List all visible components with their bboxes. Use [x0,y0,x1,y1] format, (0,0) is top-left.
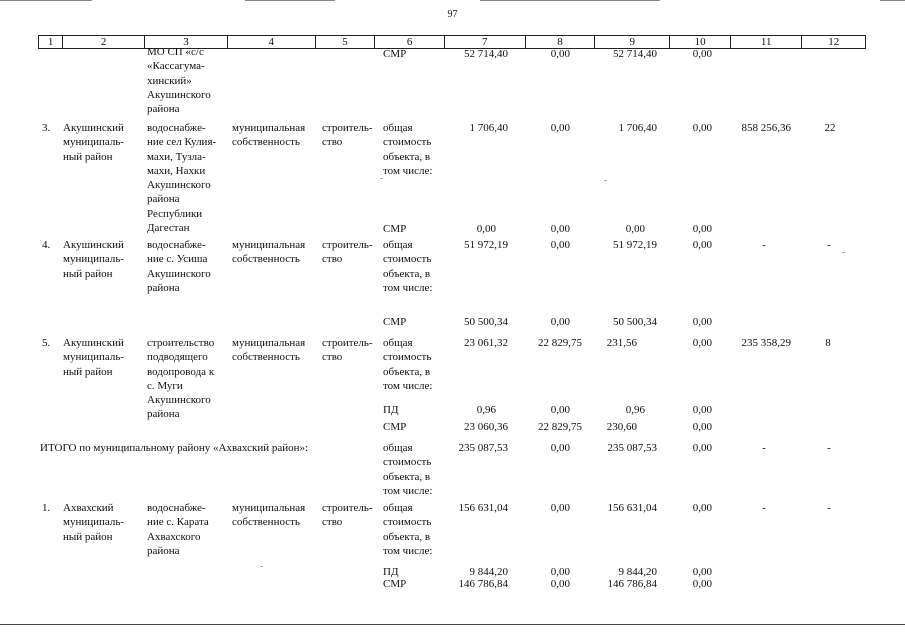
cell-value: 0,00 [550,404,570,416]
cell-value: 0,96 [625,404,645,416]
row-number: 5. [42,337,51,349]
ownership: муниципальная собственность [232,502,306,529]
cell-value: 0,00 [692,337,712,349]
cell-value: 0,00 [692,502,712,514]
cell-value: 0,00 [550,316,570,328]
cell-value: - [762,502,766,514]
project-name: МО СП «с/с «Кассагума- хинский» Акушинского района [147,46,211,116]
cost-label: ПД [383,404,399,416]
cost-label: СМР [383,316,407,328]
cell-value: 0,00 [476,223,496,235]
project-name: водоснабже- ние с. Усиша Акушинского района [147,239,211,294]
cell-value: 9 844,20 146 786,84 [458,566,508,590]
row-number: 3. [42,122,51,134]
cell-value: 1 706,40 [469,122,508,134]
cell-value: 0,00 [550,122,570,134]
cost-label: общая стоимость объекта, в том числе: [383,122,433,177]
cell-value: 0,00 [625,223,645,235]
cost-label: общая стоимость объекта, в том числе: [383,337,433,392]
cell-value: 0,00 [550,239,570,251]
cell-value: 9 844,20 146 786,84 [607,566,657,590]
project-name: строительство подводящего водопровода к с. Муги Акушинского района [147,337,215,421]
cell-value: 0,00 0,00 [692,566,712,590]
cell-value: 156 631,04 [607,502,657,514]
cost-label: общая стоимость объекта, в том числе: [383,502,433,557]
cell-value: 0,00 [550,223,570,235]
scan-speck [380,178,383,179]
cell-value: - [762,239,766,251]
cell-value: 0,00 0,00 [550,566,570,590]
column-header: 12 [828,36,840,48]
district-name: Акушинский муниципаль- ный район [63,337,125,378]
row-number: 1. [42,502,51,514]
cell-value: 235 087,53 [458,442,508,454]
district-name: Акушинский муниципаль- ный район [63,122,125,163]
work-type: строитель- ство [322,122,373,149]
cell-value: 0,00 [692,404,712,416]
ownership: муниципальная собственность [232,337,306,364]
cost-label: СМР [383,223,407,235]
cell-value: 50 500,34 [464,316,508,328]
cell-value: 0,00 [692,421,712,433]
column-header: 10 [670,36,731,48]
column-header: 1 [39,36,63,48]
row-number: 4. [42,239,51,251]
cell-value: 52 714,40 [464,48,508,60]
cell-value: 23 061,32 [464,337,508,349]
column-header: 8 [526,36,595,48]
column-header: 2 [63,36,145,48]
cell-value: 0,00 [692,239,712,251]
cell-value: 0,00 [692,442,712,454]
ownership: муниципальная собственность [232,122,306,149]
cell-value: 8 [825,337,831,349]
cell-value: 0,00 [550,442,570,454]
cell-value: 235 087,53 [607,442,657,454]
cell-value: 231,56 [606,337,637,349]
column-header: 11 [731,36,802,48]
cell-value: 51 972,19 [613,239,657,251]
cell-value: 22 829,75 [538,337,582,349]
cell-value: 52 714,40 [613,48,657,60]
cell-value: 0,00 [692,316,712,328]
cell-value: 0,00 [550,48,570,60]
cell-value: 22 829,75 [538,421,582,433]
cell-value: - [827,442,831,454]
work-type: строитель- ство [322,502,373,529]
project-name: водоснабже- ние сел Кулия- махи, Тузла- махи, Нахки Акушинского района Республики Дагестан [147,122,217,235]
scan-speck [842,252,845,253]
district-name: Акушинский муниципаль- ный район [63,239,125,280]
column-header: 3 [145,36,228,48]
cell-value: 0,96 [476,404,496,416]
cell-value: 858 256,36 [741,122,791,134]
scan-speck [604,180,607,181]
cell-value: 0,00 [692,122,712,134]
cell-value: 22 [824,122,836,134]
cell-value: 235 358,29 [741,337,791,349]
page-number: 97 [447,9,458,20]
column-header: 4 [228,36,316,48]
cell-value: - [827,502,831,514]
cost-label: общая стоимость объекта, в том числе: [383,239,433,294]
cost-label: ПД СМР [383,566,407,590]
scan-speck [260,566,263,567]
cell-value: 0,00 [692,223,712,235]
total-label: ИТОГО по муниципальному району «Ахвахский район»: [40,442,309,454]
cell-value: - [762,442,766,454]
column-header: 5 [316,36,376,48]
column-header: 7 [445,36,526,48]
cell-value: 23 060,36 [464,421,508,433]
cell-value: 51 972,19 [464,239,508,251]
district-name: Ахвахский муниципаль- ный район [63,502,125,543]
cell-value: 0,00 [550,502,570,514]
cost-label: СМР [383,421,407,433]
project-name: водоснабже- ние с. Карата Ахвахского района [147,502,209,557]
cell-value: - [827,239,831,251]
work-type: строитель- ство [322,239,373,266]
cell-value: 1 706,40 [618,122,657,134]
ownership: муниципальная собственность [232,239,306,266]
page-bottom-rule [0,624,905,625]
cell-value: 0,00 [692,48,712,60]
column-header: 9 [595,36,670,48]
column-header: 6 [375,36,444,48]
work-type: строитель- ство [322,337,373,364]
cell-value: 230,60 [606,421,637,433]
cost-label: СМР [383,48,407,60]
cell-value: 50 500,34 [613,316,657,328]
cost-label: общая стоимость объекта, в том числе: [383,442,433,497]
cell-value: 156 631,04 [458,502,508,514]
